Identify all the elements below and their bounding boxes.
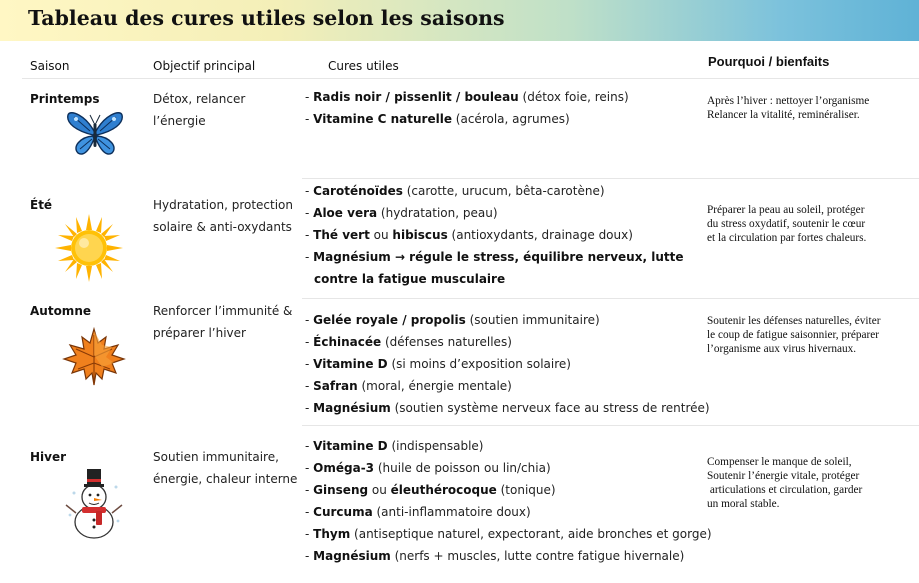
cures-printemps: [305, 86, 705, 130]
cure-item: - Magnésium → régule le stress, équilibre nerveux, lutte: [305, 250, 684, 264]
goal-printemps: Détox, relancer l’énergie: [153, 92, 246, 128]
cure-item: - Vitamine C naturelle (acérola, agrumes): [305, 112, 570, 126]
header-rule: [22, 78, 302, 79]
sun-icon: [55, 214, 123, 282]
cure-item-continued: contre la fatigue musculaire: [314, 272, 506, 286]
why-printemps: Après l’hiver : nettoyer l’organisme Relancer la vitalité, reminéraliser.: [707, 95, 870, 121]
maple-leaf-icon: [62, 327, 126, 389]
season-ete: Été: [30, 198, 53, 212]
goal-ete: Hydratation, protection solaire & anti-oxydants: [153, 198, 294, 234]
row-divider: [302, 425, 919, 426]
season-printemps: Printemps: [30, 92, 100, 106]
header-cures: Cures utiles: [328, 59, 399, 73]
cures-ete: [305, 180, 705, 290]
butterfly-icon: [66, 109, 124, 159]
goal-hiver: Soutien immunitaire, énergie, chaleur interne: [153, 450, 298, 486]
header-rule-right: [302, 78, 919, 79]
cures-automne: [305, 309, 710, 419]
cure-item: - Magnésium (soutien système nerveux face au stress de rentrée): [305, 401, 710, 415]
row-divider: [302, 178, 919, 179]
cure-item: - Safran (moral, énergie mentale): [305, 379, 512, 393]
cure-item: - Vitamine D (si moins d’exposition solaire): [305, 357, 571, 371]
goal-automne: Renforcer l’immunité & préparer l’hiver: [153, 304, 293, 340]
cure-item: - Échinacée (défenses naturelles): [305, 335, 512, 349]
header-season: Saison: [30, 59, 70, 73]
why-automne: Soutenir les défenses naturelles, éviter le coup de fatigue saisonnier, préparer l’organisme aux virus hivernaux.: [707, 315, 881, 355]
cures-hiver: [305, 435, 712, 567]
cure-item: - Gelée royale / propolis (soutien immunitaire): [305, 313, 600, 327]
season-automne: Automne: [30, 304, 91, 318]
cure-item: - Ginseng ou éleuthérocoque (tonique): [305, 483, 556, 497]
cure-item: - Thé vert ou hibiscus (antioxydants, drainage doux): [305, 228, 633, 242]
header-goal: Objectif principal: [153, 59, 256, 73]
cure-item: - Thym (antiseptique naturel, expectorant, aide bronches et gorge): [305, 527, 712, 541]
cure-item: - Magnésium (nerfs + muscles, lutte contre fatigue hivernale): [305, 549, 685, 563]
header-why: Pourquoi / bienfaits: [708, 54, 830, 69]
page-title: Tableau des cures utiles selon les saisons: [28, 6, 505, 30]
cure-item: - Radis noir / pissenlit / bouleau (détox foie, reins): [305, 90, 629, 104]
season-hiver: Hiver: [30, 450, 67, 464]
cure-item: - Caroténoïdes (carotte, urucum, bêta-carotène): [305, 184, 605, 198]
cure-item: - Oméga-3 (huile de poisson ou lin/chia): [305, 461, 551, 475]
cure-item: - Curcuma (anti-inflammatoire doux): [305, 505, 531, 519]
why-ete: Préparer la peau au soleil, protéger du stress oxydatif, soutenir le cœur et la circulation par fortes chaleurs.: [707, 204, 867, 244]
row-divider: [302, 298, 919, 299]
cure-item: - Vitamine D (indispensable): [305, 439, 484, 453]
snowman-icon: [64, 465, 124, 541]
why-hiver: Compenser le manque de soleil, Soutenir l’énergie vitale, protéger articulations et circulation, garder un moral stable.: [707, 456, 863, 510]
cure-item: - Aloe vera (hydratation, peau): [305, 206, 498, 220]
